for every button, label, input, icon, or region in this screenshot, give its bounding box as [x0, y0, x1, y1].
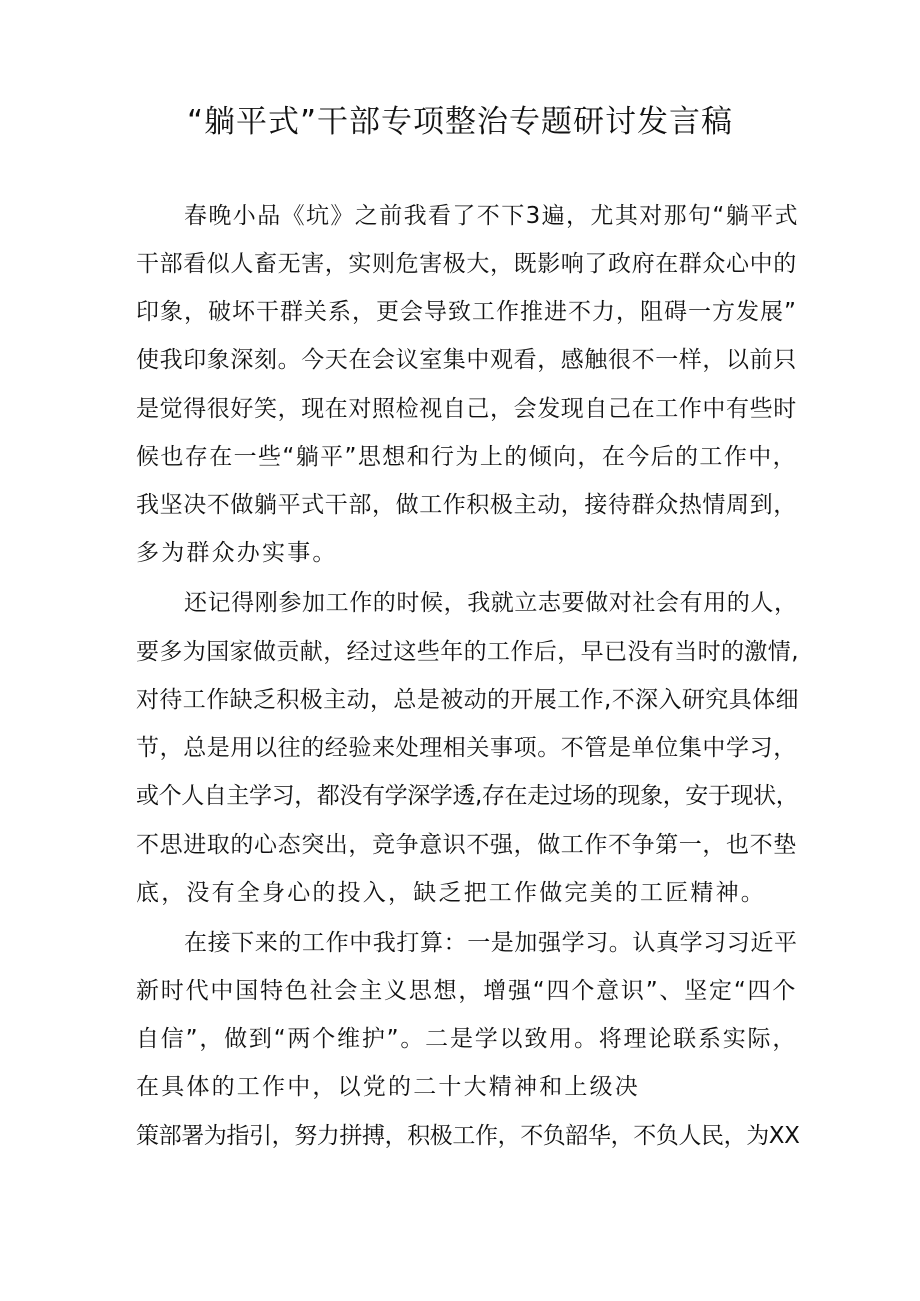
paragraph-2-line-5: 或个人自主学习，都没有学深学透,存在走过场的现象，安于现状，	[136, 783, 799, 809]
paragraph-1-line-7: 我坚决不做躺平式干部，做工作积极主动，接待群众热情周到，	[136, 492, 797, 518]
paragraph-2-line-3: 对待工作缺乏积极主动，总是被动的开展工作,不深入研究具体细	[136, 687, 799, 713]
paragraph-2-line-7: 底，没有全身心的投入，缺乏把工作做完美的工匠精神。	[136, 880, 766, 906]
paragraph-3-line-4: 在具体的工作中，以党的二十大精神和上级决	[136, 1074, 640, 1100]
paragraph-2-line-2: 要多为国家做贡献，经过这些年的工作后，早已没有当时的激情,	[136, 639, 799, 665]
paragraph-1-line-6: 候也存在一些“躺平”思想和行为上的倾向，在今后的工作中，	[136, 444, 798, 470]
paragraph-2-line-6: 不思进取的心态突出，竞争意识不强，做工作不争第一，也不垫	[136, 832, 797, 858]
paragraph-3-line-1: 在接下来的工作中我打算：一是加强学习。认真学习习近平	[184, 930, 798, 956]
paragraph-2-line-4: 节，总是用以往的经验来处理相关事项。不管是单位集中学习，	[136, 735, 797, 761]
paragraph-1-line-3: 印象，破坏干群关系，更会导致工作推进不力，阻碍一方发展”	[136, 299, 797, 325]
document-title: “躺平式”干部专项整治专题研讨发言稿	[186, 104, 734, 140]
paragraph-1-line-5: 是觉得很好笑，现在对照检视自己，会发现自己在工作中有些时	[136, 396, 797, 422]
paragraph-1-line-8: 多为群众办实事。	[136, 540, 338, 566]
paragraph-3-line-2: 新时代中国特色社会主义思想，增强“四个意识”、坚定“四个	[136, 978, 798, 1004]
paragraph-3-line-5: 策部署为指引，努力拼搏，积极工作，不负韶华，不负人民，为XX	[136, 1123, 800, 1149]
paragraph-3-line-3: 自信”，做到“两个维护”。二是学以致用。将理论联系实际，	[136, 1026, 798, 1052]
paragraph-2-line-1: 还记得刚参加工作的时候，我就立志要做对社会有用的人，	[184, 590, 798, 616]
paragraph-1-line-1: 春晚小品《坑》之前我看了不下3遍，尤其对那句“躺平式	[184, 203, 799, 229]
paragraph-1-line-2: 干部看似人畜无害，实则危害极大，既影响了政府在群众心中的	[136, 251, 797, 277]
paragraph-1-line-4: 使我印象深刻。今天在会议室集中观看，感触很不一样，以前只	[136, 347, 797, 373]
